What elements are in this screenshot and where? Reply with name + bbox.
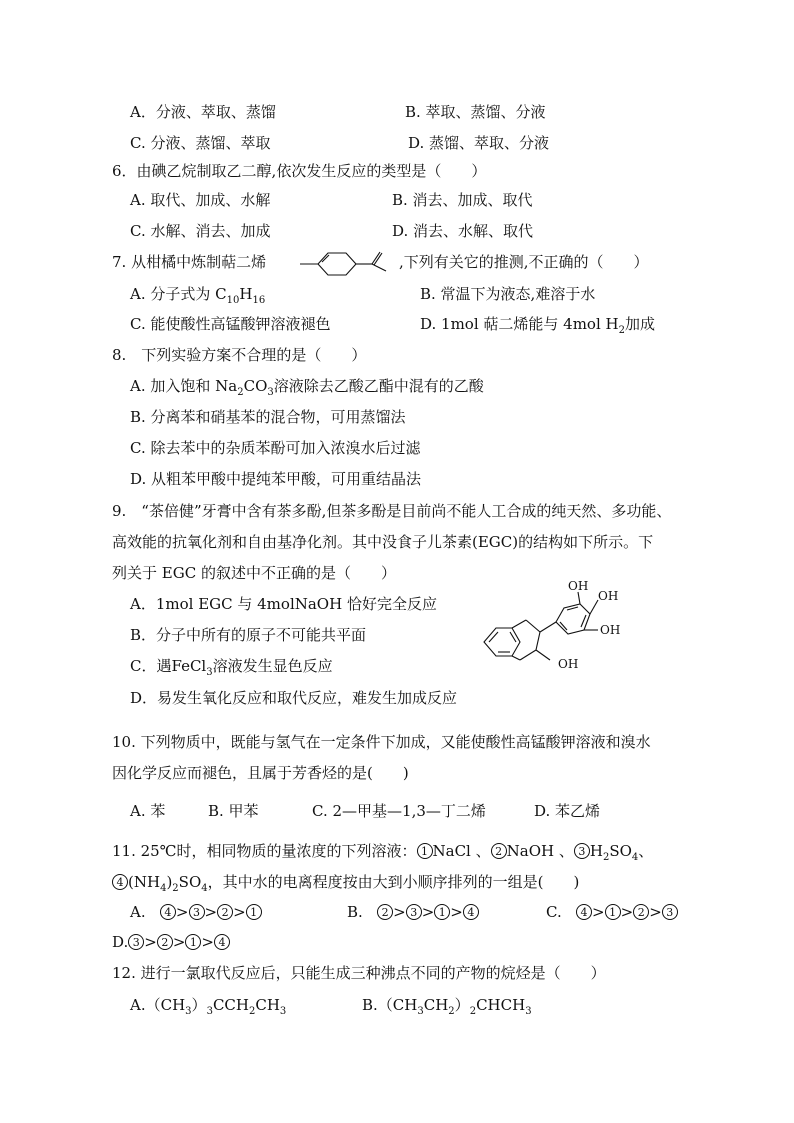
q12-option-b: $B.(CH_3CH_2)_2CHCH_3$ [362, 996, 532, 1017]
q8-stem: 8. 下列实验方案不合理的是（ ） [112, 346, 367, 364]
q11-stem-line2: 4 $(NH_4)_2SO_4$，其中水的电离程度按由大到小顺序排列的一组是( ) [112, 872, 579, 892]
circled-number: 1 [417, 843, 433, 859]
q7-option-b: B. 常温下为液态,难溶于水 [420, 285, 596, 303]
q8-option-a: A. 加入饱和 $Na_2CO_3$溶液除去乙酸乙酯中混有的乙酸 [130, 377, 484, 398]
q11-option-b: B. 2 > 3 > 1 > 4 [347, 902, 479, 922]
q9-option-d: D．易发生氧化反应和取代反应，难发生加成反应 [130, 689, 458, 707]
q6-stem: 6．由碘乙烷制取乙二醇,依次发生反应的类型是（ ） [112, 162, 487, 180]
circled-number: 3 [574, 843, 590, 859]
q5-option-a: A．分液、萃取、蒸馏 [130, 103, 276, 121]
q8-option-d: D. 从粗苯甲酸中提纯苯甲酸，可用重结晶法 [130, 470, 422, 488]
q10-stem-line1: 10. 下列物质中，既能与氢气在一定条件下加成，又能使酸性高锰酸钾溶液和溴水 [112, 733, 651, 751]
circled-number: 4 [112, 874, 128, 890]
egc-oh-bottom: OH [558, 657, 579, 671]
q10-stem-line2: 因化学反应而褪色，且属于芳香烃的是( ) [112, 764, 409, 782]
q7-stem-post: ,下列有关它的推测,不正确的（ ） [399, 253, 649, 271]
q7-option-d: D. 1mol 萜二烯能与 4mol $H_2$加成 [420, 315, 655, 336]
q9-stem-line3: 列关于 EGC 的叙述中不正确的是（ ） [112, 564, 396, 582]
circled-number: 2 [491, 843, 507, 859]
q11-option-a: A. 4 > 3 > 2 > 1 [130, 902, 262, 922]
q7-option-c: C. 能使酸性高锰酸钾溶液褪色 [130, 315, 331, 333]
q9-option-c: C．遇FeCl$_3$溶液发生显色反应 [130, 657, 333, 678]
egc-oh-right: OH [600, 623, 621, 637]
egc-structure [474, 574, 634, 676]
q11-option-c: C. 4 > 1 > 2 > 3 [546, 902, 678, 922]
q8-option-b: B. 分离苯和硝基苯的混合物，可用蒸馏法 [130, 408, 406, 426]
q10-option-d: D. 苯乙烯 [534, 802, 601, 820]
q9-stem-line1: 9. “茶倍健”牙膏中含有茶多酚,但茶多酚是目前尚不能人工合成的纯天然、多功能、 [112, 502, 672, 520]
q6-option-c: C. 水解、消去、加成 [130, 222, 271, 240]
q6-option-d: D. 消去、水解、取代 [392, 222, 534, 240]
q5-option-b: B. 萃取、蒸馏、分液 [405, 103, 546, 121]
q10-option-b: B. 甲苯 [208, 802, 259, 820]
egc-oh-upper-right: OH [598, 589, 619, 603]
q6-option-a: A. 取代、加成、水解 [130, 191, 271, 209]
q11-stem-line1: 11. 25℃时，相同物质的量浓度的下列溶液： 1 NaCl 、 2 NaOH 、 3 $H_2SO_4$、 [112, 842, 654, 863]
q5-option-d: D. 蒸馏、萃取、分液 [408, 134, 550, 152]
q12-stem: 12. 进行一氯取代反应后，只能生成三种沸点不同的产物的烷烃是（ ） [112, 964, 606, 982]
q9-option-b: B．分子中所有的原子不可能共平面 [130, 626, 367, 644]
q12-option-a: $A.(CH_3)_3CCH_2CH_3$ [130, 996, 287, 1017]
q8-option-c: C. 除去苯中的杂质苯酚可加入浓溴水后过滤 [130, 439, 421, 457]
q9-option-a: A．1mol EGC 与 4molNaOH 恰好完全反应 [130, 595, 437, 613]
q6-option-b: B. 消去、加成、取代 [392, 191, 533, 209]
q5-option-c: C. 分液、蒸馏、萃取 [130, 134, 271, 152]
q10-option-c: C. 2—甲基—1,3—丁二烯 [312, 802, 486, 820]
q7-option-a: A. 分子式为 $C_{10}H_{16}$ [130, 285, 266, 306]
egc-oh-top: OH [568, 579, 589, 593]
q11-option-d: D. 3 > 2 > 1 > 4 [112, 932, 230, 952]
q10-option-a: A. 苯 [130, 802, 166, 820]
q9-stem-line2: 高效能的抗氧化剂和自由基净化剂。其中没食子儿茶素(EGC)的结构如下所示。下 [112, 533, 654, 551]
terpene-structure [296, 244, 396, 280]
q7-stem-pre: 7. 从柑橘中炼制萜二烯 [112, 253, 267, 271]
